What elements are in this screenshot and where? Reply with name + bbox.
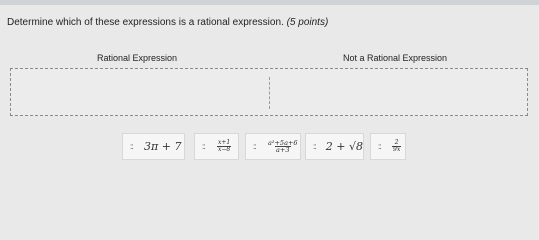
drag-handle-icon[interactable]: :: — [313, 141, 316, 151]
column-header-not-rational: Not a Rational Expression — [343, 53, 448, 63]
question-text: Determine which of these expressions is a rational expression. — [7, 17, 284, 28]
drag-handle-icon[interactable]: :: — [202, 141, 205, 151]
fraction — [392, 140, 401, 153]
question-points: (5 points) — [286, 17, 329, 28]
fraction — [267, 140, 299, 154]
drag-handle-icon[interactable]: :: — [253, 141, 256, 151]
drag-handle-icon[interactable]: :: — [130, 141, 133, 151]
tile-2-plus-root-8[interactable] — [305, 133, 364, 160]
tile-2-over-9x[interactable] — [370, 133, 406, 160]
top-rule — [0, 0, 539, 5]
tile-quadratic-over-a-plus-3[interactable] — [245, 133, 301, 160]
tile-expression: 2 + √8 — [325, 140, 363, 153]
question-prompt — [7, 17, 328, 28]
numerator: x+1 — [218, 139, 231, 146]
drag-handle-icon[interactable]: :: — [378, 141, 381, 151]
numerator: 2 — [394, 139, 399, 146]
answer-tiles — [0, 133, 539, 163]
tile-3pi-plus-7[interactable] — [122, 133, 185, 160]
fraction — [217, 140, 231, 153]
drop-zone[interactable] — [10, 68, 528, 116]
column-header-rational: Rational Expression — [97, 53, 178, 63]
denominator: 9x — [393, 146, 401, 153]
denominator: a+3 — [276, 146, 290, 154]
zone-divider — [269, 77, 270, 109]
tile-expression: 3π + 7 — [144, 140, 182, 153]
denominator: x−8 — [218, 146, 231, 153]
numerator: a²+5a+6 — [268, 138, 298, 147]
tile-x-plus-1-over-x-minus-8[interactable] — [194, 133, 239, 160]
